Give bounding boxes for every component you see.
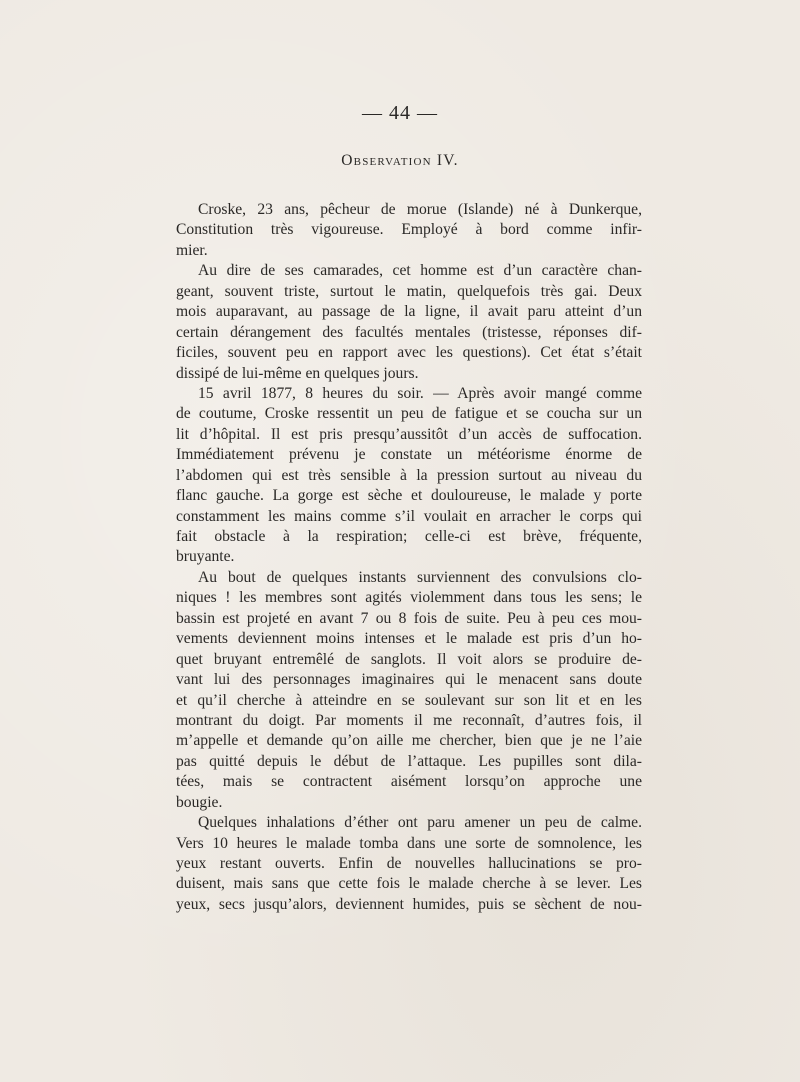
text-line: ficiles, souvent peu en rapport avec les questions). Cet état s’était [176, 344, 642, 362]
text-line: fait obstacle à la respiration; celle-ci est brève, fréquente, [176, 528, 642, 545]
text-line: geant, souvent triste, surtout le matin, quelquefois très gai. Deux [176, 282, 642, 300]
text-line: et qu’il cherche à atteindre en se soulevant sur son lit et en les [176, 691, 642, 709]
text-line: Vers 10 heures le malade tomba dans une sorte de somnolence, les [176, 834, 642, 852]
body-text [176, 200, 642, 915]
text-line: Immédiatement prévenu je constate un météorisme énorme de [176, 446, 642, 464]
text-line: vements deviennent moins intenses et le malade est pris d’un ho- [176, 630, 642, 648]
text-line: mois auparavant, au passage de la ligne, il avait paru atteint d’un [176, 303, 642, 321]
text-line: 15 avril 1877, 8 heures du soir. — Après avoir mangé comme [198, 384, 642, 402]
text-line: flanc gauche. La gorge est sèche et douloureuse, le malade y porte [176, 487, 642, 505]
text-line: bassin est projeté en avant 7 ou 8 fois de suite. Peu à peu ces mou- [176, 609, 642, 627]
text-line: tées, mais se contractent aisément lorsqu’on approche une [176, 773, 642, 791]
text-line: dissipé de lui-même en quelques jours. [176, 364, 419, 382]
text-line: Constitution très vigoureuse. Employé à bord comme infir- [176, 221, 642, 239]
observation-title: Observation IV. [341, 152, 459, 169]
text-line: bruyante. [176, 548, 235, 566]
text-line: Au dire de ses camarades, cet homme est d’un caractère chan- [198, 262, 642, 280]
text-line: m’appelle et demande qu’on aille me chercher, bien que je ne l’aie [176, 732, 642, 750]
text-line: vant lui des personnages imaginaires qui le menacent sans doute [176, 671, 642, 689]
text-line: quet bruyant entremêlé de sanglots. Il voit alors se produire de- [176, 650, 642, 668]
text-line: duisent, mais sans que cette fois le malade cherche à se lever. Les [176, 875, 642, 893]
text-line: Quelques inhalations d’éther ont paru amener un peu de calme. [198, 814, 642, 832]
text-line: yeux, secs jusqu’alors, deviennent humides, puis se sèchent de nou- [176, 895, 642, 913]
text-line: Au bout de quelques instants surviennent des convulsions clo- [198, 568, 642, 586]
text-line: mier. [176, 241, 208, 259]
text-line: bougie. [176, 793, 223, 811]
text-line: pas quitté depuis le début de l’attaque. Les pupilles sont dila- [176, 752, 642, 770]
text-line: yeux restant ouverts. Enfin de nouvelles hallucinations se pro- [176, 855, 642, 872]
text-line: de coutume, Croske ressentit un peu de fatigue et se coucha sur un [176, 405, 642, 423]
text-line: niques ! les membres sont agités violemment dans tous les sens; le [176, 589, 642, 607]
text-line: lit d’hôpital. Il est pris presqu’aussitôt d’un accès de suffocation. [176, 425, 642, 443]
text-line: certain dérangement des facultés mentales (tristesse, réponses dif- [176, 323, 642, 341]
page-number: — 44 — [362, 102, 438, 124]
text-line: constamment les mains comme s’il voulait en arracher le corps qui [176, 507, 642, 525]
text-line: Croske, 23 ans, pêcheur de morue (Islande) né à Dunkerque, [198, 201, 642, 218]
text-line: montrant du doigt. Par moments il me reconnaît, d’autres fois, il [176, 711, 642, 729]
text-line: l’abdomen qui est très sensible à la pression surtout au niveau du [176, 466, 642, 484]
